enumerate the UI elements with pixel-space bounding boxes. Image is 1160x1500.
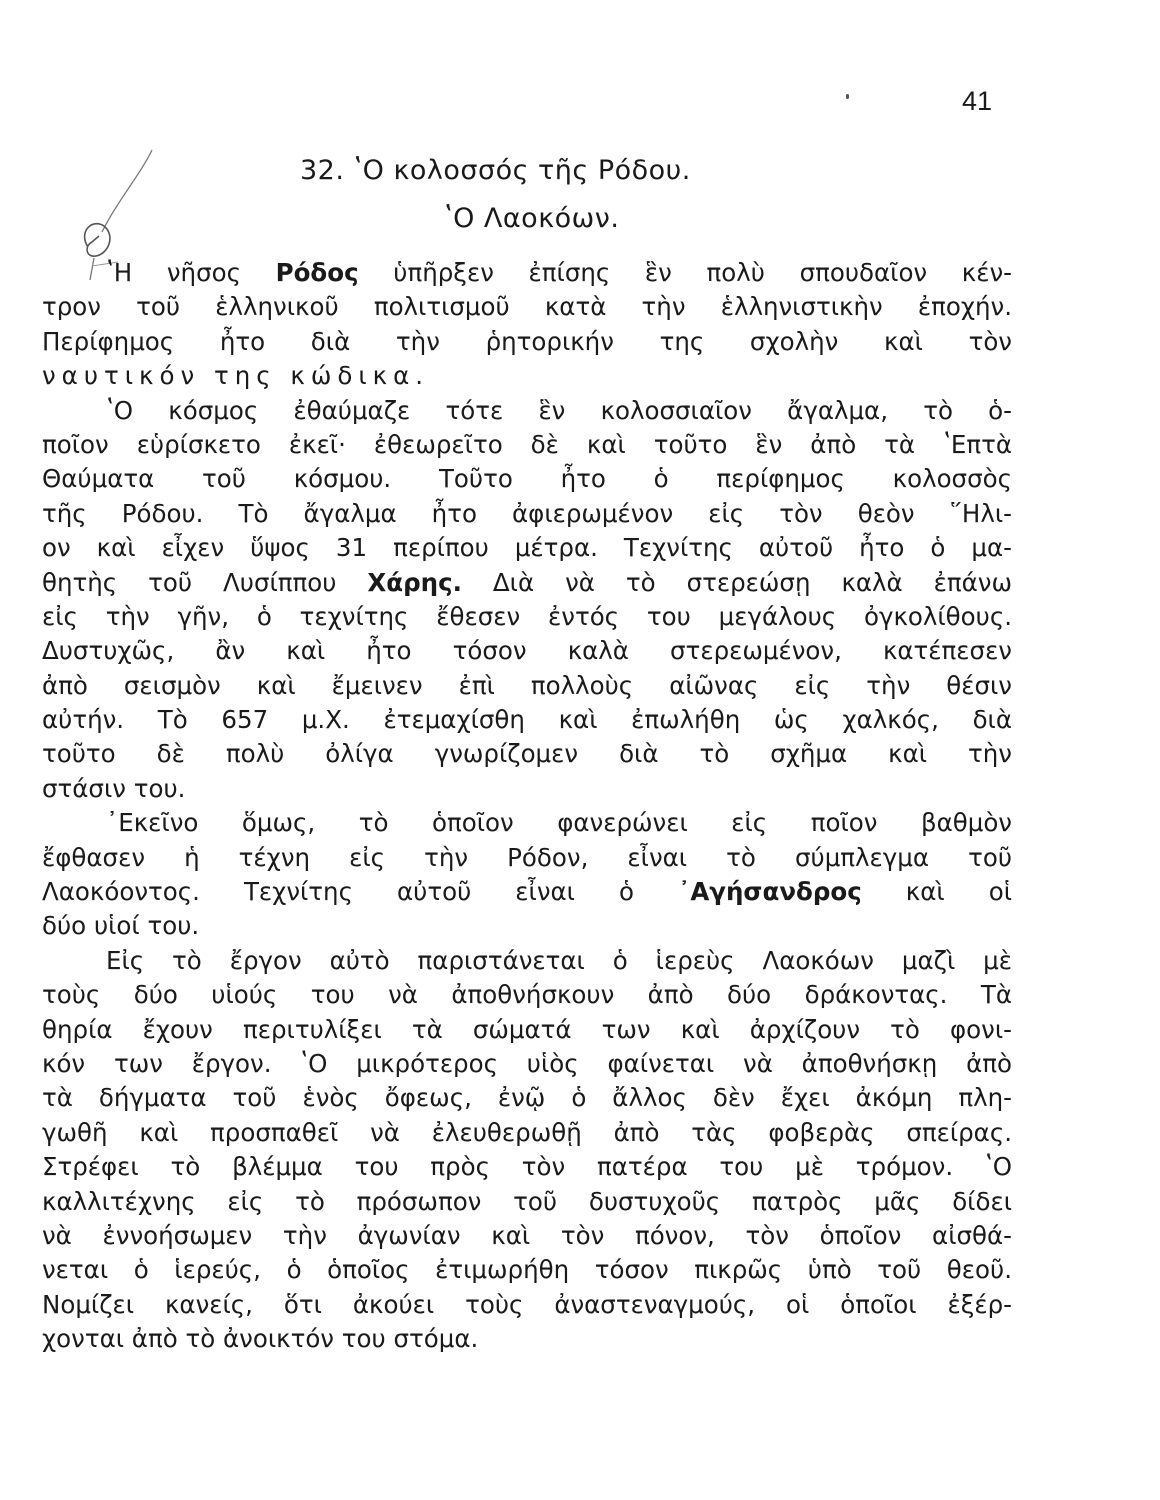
text-segment: ὑπῆρξεν ἐπίσης ἓν πολὺ σπουδαῖον κέν- xyxy=(358,258,1012,287)
page-number: 41 xyxy=(962,86,993,116)
chapter-title: 32. ʽΟ κολοσσός τῆς Ρόδου. xyxy=(300,155,691,186)
text-line: στάσιν του. xyxy=(42,773,186,803)
text-line: ἀπὸ σεισμὸν καὶ ἔμεινεν ἐπὶ πολλοὺς αἰῶνας εἰς τὴν θέσιν xyxy=(42,670,1012,700)
bold-term: Χάρης. xyxy=(367,567,462,597)
text-line: ναυτικόν της κώδικα. xyxy=(42,361,430,391)
text-line: Εἰς τὸ ἔργον αὐτὸ παριστάνεται ὁ ἱερεὺς Λαοκόων μαζὶ μὲ xyxy=(106,945,1012,975)
text-line: τὰ δήγματα τοῦ ἑνὸς ὄφεως, ἐνῷ ὁ ἄλλος δὲν ἔχει ἀκόμη πλη- xyxy=(42,1083,1012,1113)
text-segment: Διὰ νὰ τὸ στερεώσῃ καλὰ ἐπάνω xyxy=(461,567,1012,597)
text-line: τοῦτο δὲ πολὺ ὀλίγα γνωρίζομεν διὰ τὸ σχῆμα καὶ τὴν xyxy=(42,739,1012,769)
text-line: ον καὶ εἶχεν ὕψος 31 περίπου μέτρα. Τεχνίτης αὐτοῦ ἦτο ὁ μα- xyxy=(42,533,1012,563)
text-line: αὐτήν. Τὸ 657 μ.Χ. ἐτεμαχίσθη καὶ ἐπωλήθη ὡς χαλκός, διὰ xyxy=(42,705,1012,735)
text-line: εἰς τὴν γῆν, ὁ τεχνίτης ἔθεσεν ἐντός του μεγάλους ὀγκολίθους. xyxy=(42,601,1012,631)
text-segment: Λαοκόοντος. Τεχνίτης αὐτοῦ εἶναι ὁ xyxy=(42,877,679,907)
text-line: Δυστυχῶς, ἂν καὶ ἦτο τόσον καλὰ στερεωμένον, κατέπεσεν xyxy=(42,636,1012,666)
text-segment: ʽΗ νῆσος xyxy=(106,258,276,287)
text-line: τῆς Ρόδου. Τὸ ἄγαλμα ἦτο ἀφιερωμένον εἰς τὸν θεὸν ῞Ηλι- xyxy=(42,498,1012,528)
text-line: κόν των ἔργον. ʽΟ μικρότερος υἱὸς φαίνεται νὰ ἀποθνήσκῃ ἀπὸ xyxy=(42,1048,1012,1078)
text-line: θηρία ἔχουν περιτυλίξει τὰ σώματά των καὶ ἀρχίζουν τὸ φονι- xyxy=(42,1014,1012,1044)
pencil-stroke-long xyxy=(102,150,152,232)
text-segment: θητὴς τοῦ Λυσίππου xyxy=(42,567,368,597)
text-line: ποῖον εὑρίσκετο ἐκεῖ· ἐθεωρεῖτο δὲ καὶ τοῦτο ἓν ἀπὸ τὰ ʽΕπτὰ xyxy=(42,429,1012,459)
text-line: Στρέφει τὸ βλέμμα του πρὸς τὸν πατέρα του μὲ τρόμον. ʽΟ xyxy=(42,1152,1012,1182)
text-line: τοὺς δύο υἱούς του νὰ ἀποθνήσκουν ἀπὸ δύο δράκοντας. Τὰ xyxy=(42,980,1012,1010)
text-line xyxy=(42,566,1012,600)
text-line: νὰ ἐννοήσωμεν τὴν ἀγωνίαν καὶ τὸν πόνον, τὸν ὁποῖον αἰσθά- xyxy=(42,1220,1012,1250)
chapter-subtitle: ʽΟ Λαοκόων. xyxy=(444,203,620,234)
text-line: τρον τοῦ ἑλληνικοῦ πολιτισμοῦ κατὰ τὴν ἑλληνιστικὴν ἐποχήν. xyxy=(42,292,1012,322)
text-line: καλλιτέχνης εἰς τὸ πρόσωπον τοῦ δυστυχοῦς πατρὸς μᾶς δίδει xyxy=(42,1186,1012,1216)
text-line: γωθῆ καὶ προσπαθεῖ νὰ ἐλευθερωθῇ ἀπὸ τὰς φοβερὰς σπείρας. xyxy=(42,1117,1012,1147)
body-text xyxy=(42,256,1012,1357)
pencil-loop xyxy=(85,224,110,257)
text-line: ʽΟ κόσμος ἐθαύμαζε τότε ἓν κολοσσιαῖον ἄγαλμα, τὸ ὁ- xyxy=(106,395,1012,425)
text-line: Θαύματα τοῦ κόσμου. Τοῦτο ἦτο ὁ περίφημος κολοσσὸς xyxy=(42,464,1012,494)
text-line: ᾿Εκεῖνο ὅμως, τὸ ὁποῖον φανερώνει εἰς ποῖον βαθμὸν xyxy=(106,808,1012,838)
bold-term: ᾿Αγήσανδρος xyxy=(678,877,862,907)
text-line: δύο υἱοί του. xyxy=(42,911,200,941)
text-line: ἔφθασεν ἡ τέχνη εἰς τὴν Ρόδον, εἶναι τὸ σύμπλεγμα τοῦ xyxy=(42,842,1012,872)
text-line: Περίφημος ἦτο διὰ τὴν ῥητορικήν της σχολὴν καὶ τὸν xyxy=(42,326,1012,356)
bold-term: Ρόδος xyxy=(275,258,359,287)
text-segment: καὶ οἱ xyxy=(861,877,1012,907)
text-line: χονται ἀπὸ τὸ ἀνοικτόν του στόμα. xyxy=(42,1324,479,1354)
text-line: Νομίζει κανείς, ὅτι ἀκούει τοὺς ἀναστεναγμούς, οἱ ὁποῖοι ἐξέρ- xyxy=(42,1289,1012,1319)
text-line: νεται ὁ ἱερεύς, ὁ ὁποῖος ἐτιμωρήθη τόσον πικρῶς ὑπὸ τοῦ θεοῦ. xyxy=(42,1255,1012,1285)
text-line xyxy=(42,875,1012,909)
text-line xyxy=(42,256,1012,290)
